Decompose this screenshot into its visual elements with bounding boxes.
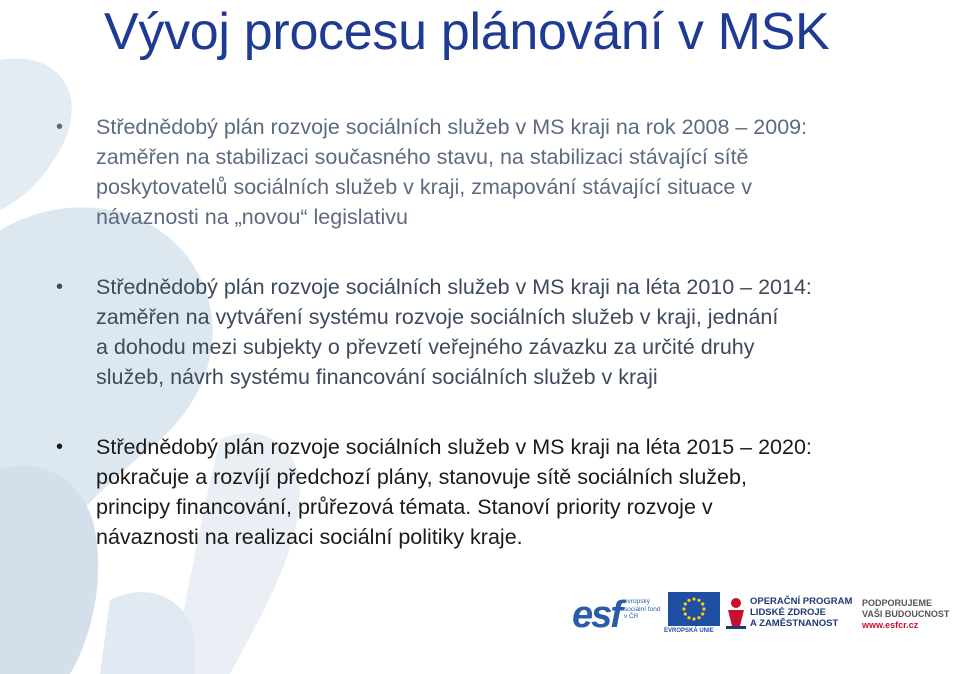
bullet-line: návaznosti na „novou“ legislativu xyxy=(96,205,408,229)
bullet-line: zaměřen na vytváření systému rozvoje sociálních služeb v kraji, jednání xyxy=(96,305,779,329)
op-line: A ZAMĚSTNANOST xyxy=(750,618,839,629)
bullet-line: Střednědobý plán rozvoje sociálních služeb v MS kraji na rok 2008 – 2009: xyxy=(96,115,808,139)
bullet-item-2008-2009 xyxy=(56,112,946,232)
bullet-line: návaznosti na realizaci sociální politiky kraje. xyxy=(96,525,523,549)
esf-logo: esf xyxy=(572,594,621,636)
op-program-name xyxy=(750,596,852,629)
bullet-line: pokračuje a rozvíjí předchozí plány, stanovuje sítě sociálních služeb, xyxy=(96,465,747,489)
bullet-icon: • xyxy=(56,116,64,138)
slide-title: Vývoj procesu plánování v MSK xyxy=(104,3,830,61)
eu-flag-icon xyxy=(668,592,720,626)
bullet-icon: • xyxy=(56,436,64,458)
esf-caption: evropský sociální fond v ČR xyxy=(624,598,661,620)
bullet-line: poskytovatelů sociálních služeb v kraji, zmapování stávající situace v xyxy=(96,175,753,199)
op-logo-icon xyxy=(724,596,748,630)
bullet-line: a dohodu mezi subjekty o převzetí veřejného závazku za určité druhy xyxy=(96,335,755,359)
bullet-line: zaměřen na stabilizaci současného stavu, na stabilizaci stávající sítě xyxy=(96,145,749,169)
support-line: PODPORUJEME xyxy=(862,598,933,608)
support-url: www.esfcr.cz xyxy=(862,620,919,630)
op-line: OPERAČNÍ PROGRAM xyxy=(750,596,853,607)
support-slogan xyxy=(862,598,949,631)
bullet-item-2015-2020 xyxy=(56,432,946,552)
bullet-line: Střednědobý plán rozvoje sociálních služeb v MS kraji na léta 2015 – 2020: xyxy=(96,435,812,459)
eu-caption: EVROPSKÁ UNIE xyxy=(664,628,714,634)
support-line: VAŠI BUDOUCNOST xyxy=(862,609,950,619)
bullet-item-2010-2014 xyxy=(56,272,946,392)
bullet-line: služeb, návrh systému financování sociálních služeb v kraji xyxy=(96,365,658,389)
bullet-line: principy financování, průřezová témata. Stanoví priority rozvoje v xyxy=(96,495,713,519)
bullet-icon: • xyxy=(56,276,64,298)
op-line: LIDSKÉ ZDROJE xyxy=(750,607,827,618)
bullet-line: Střednědobý plán rozvoje sociálních služeb v MS kraji na léta 2010 – 2014: xyxy=(96,275,812,299)
funding-logos xyxy=(572,588,952,638)
